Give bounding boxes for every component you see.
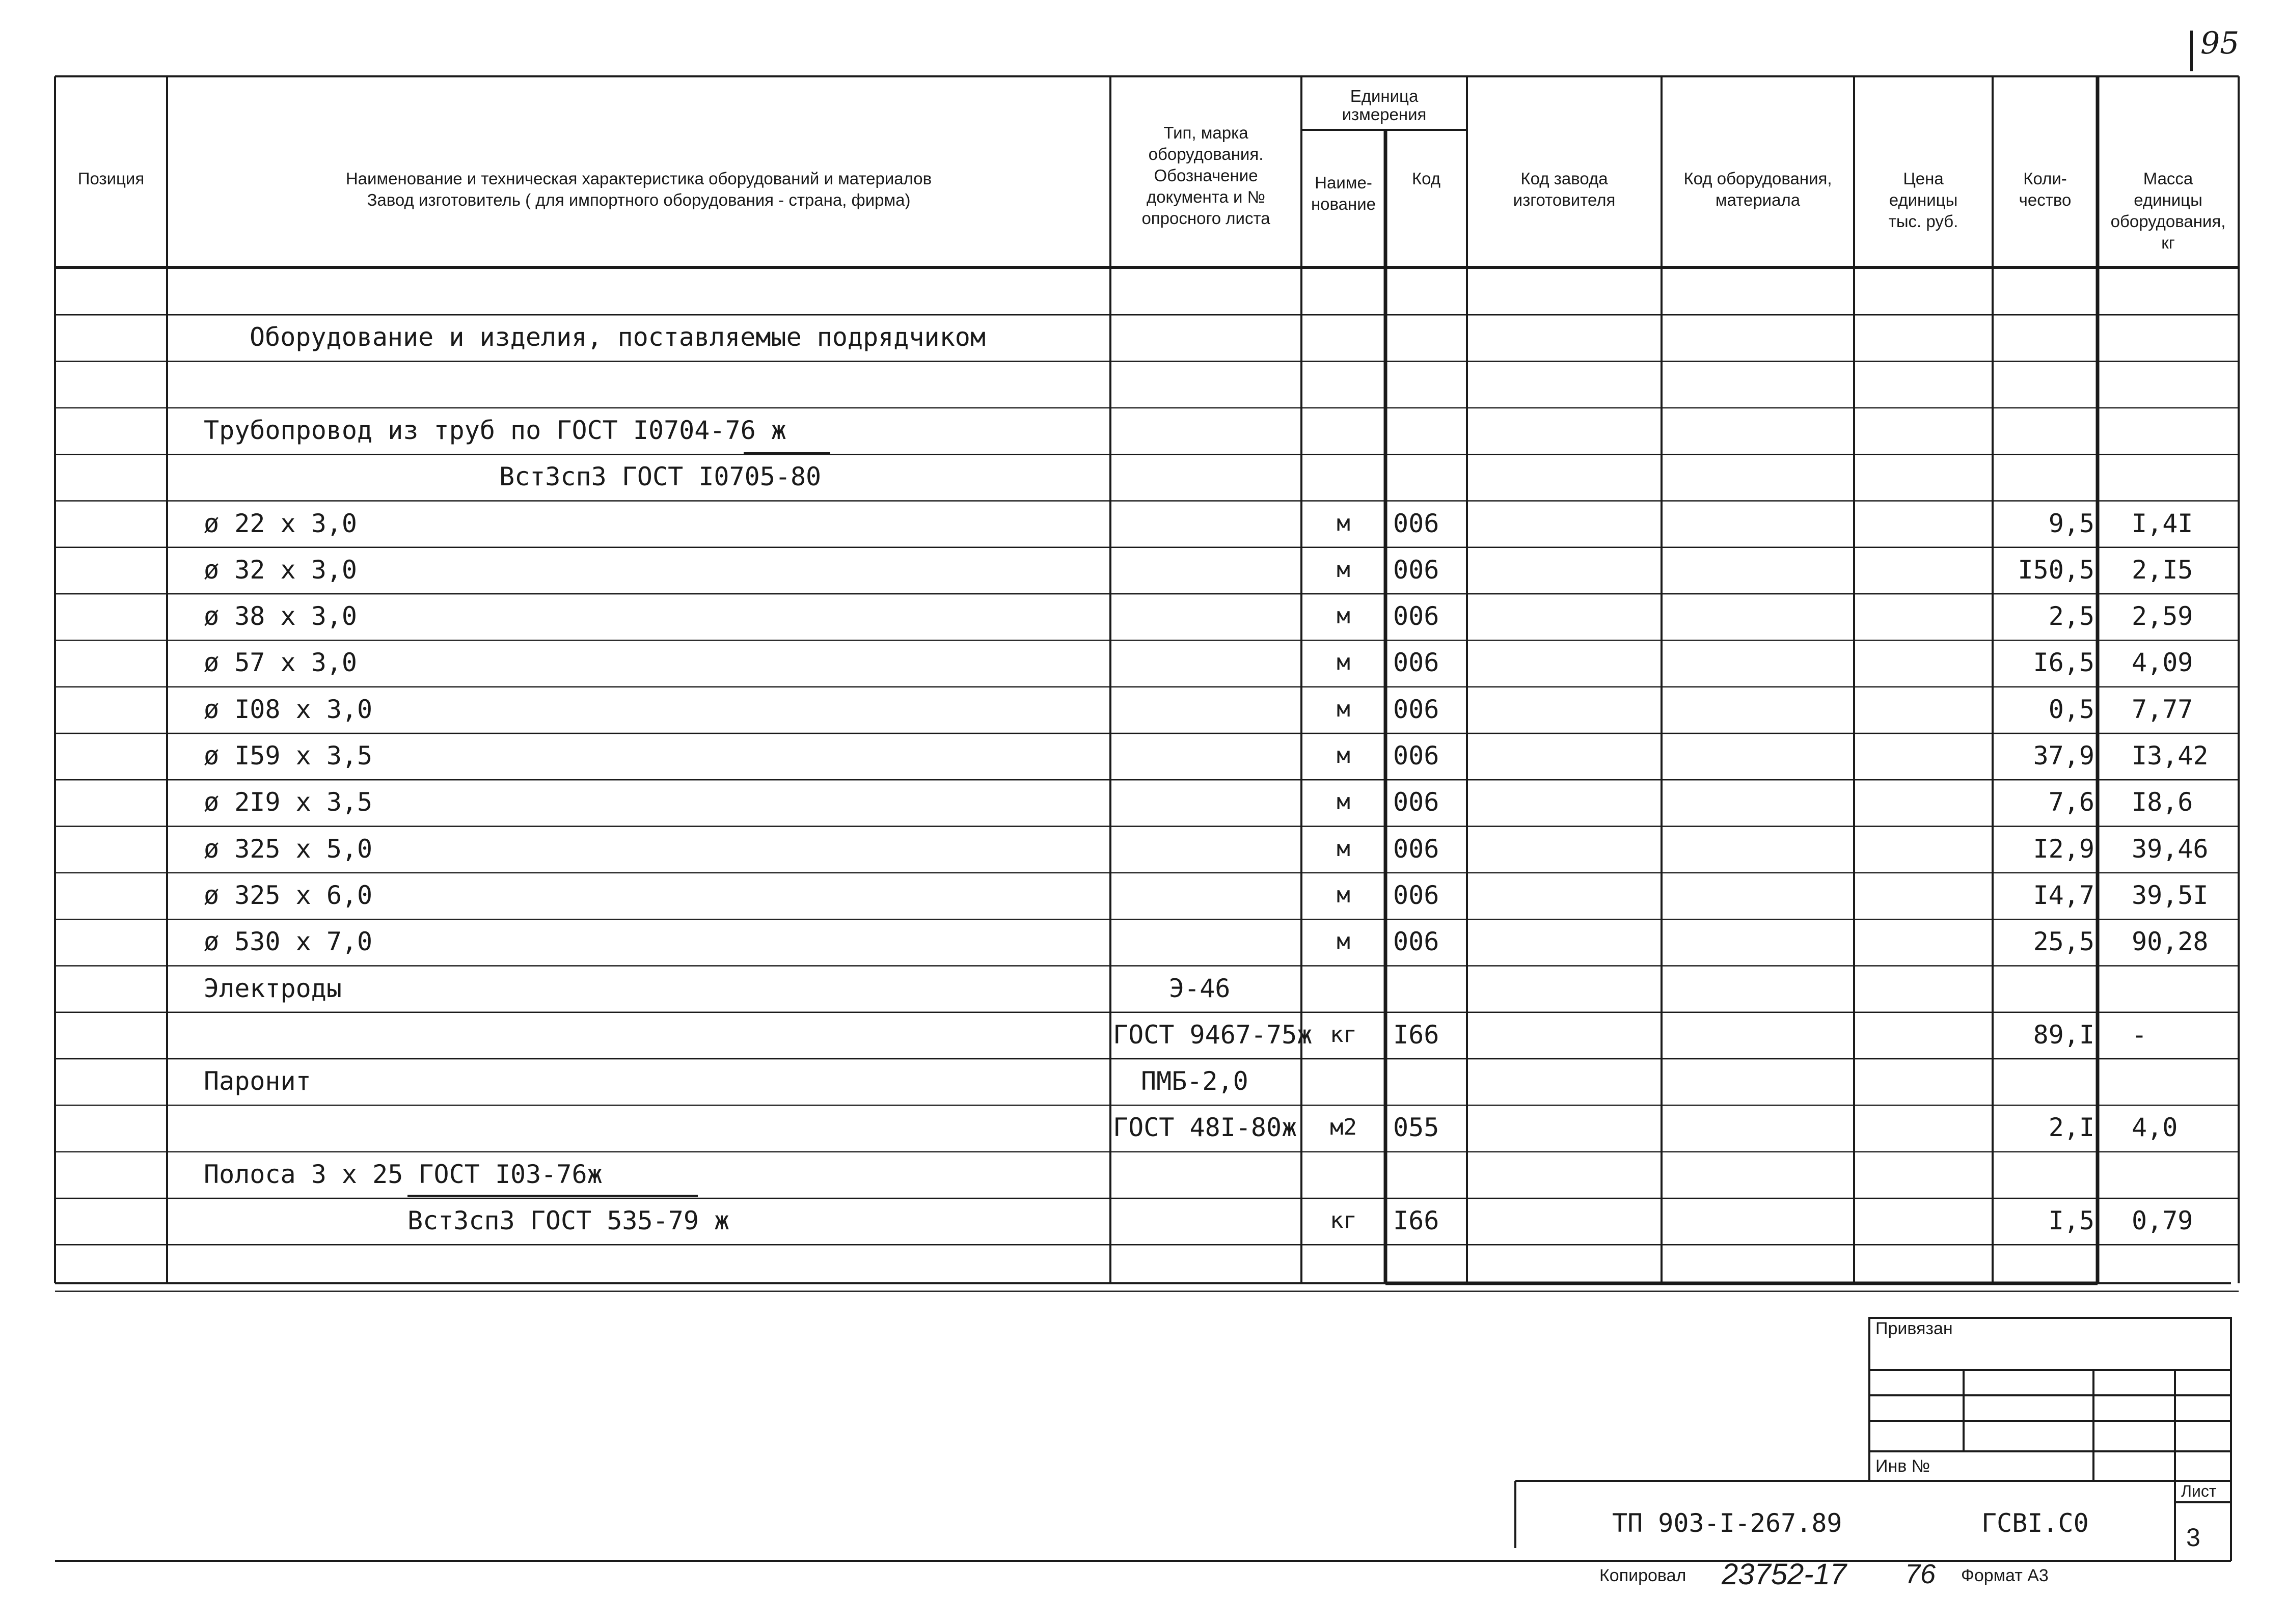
cell-code: 006 — [1393, 601, 1439, 631]
cell-qty: 2,I — [2048, 1113, 2094, 1143]
cell-code: 006 — [1393, 834, 1439, 864]
cell-code: 006 — [1393, 555, 1439, 585]
stamp-code: ГСВI.С0 — [1981, 1508, 2089, 1538]
cell-mass: 2,I5 — [2132, 555, 2193, 585]
cell-unit: м — [1337, 649, 1350, 676]
cell-qty: 89,I — [2033, 1020, 2094, 1050]
header-quantity: Коли- чество — [2019, 169, 2072, 209]
cell-type: ГОСТ 48I-80ж — [1113, 1113, 1297, 1143]
cell-unit: м — [1337, 789, 1350, 815]
cell-unit: м — [1337, 603, 1350, 629]
header-name-line1: Наименование и техническая характеристика оборудований и материалов — [345, 169, 932, 188]
cell-name: Трубопровод из труб по ГОСТ I0704-76 ж — [204, 415, 786, 445]
cell-code: 006 — [1393, 927, 1439, 957]
cell-mass: 39,46 — [2132, 834, 2209, 864]
cell-unit: кг — [1330, 1021, 1357, 1048]
cell-name: ø 38 х 3,0 — [204, 601, 358, 631]
header-unit-code: Код — [1411, 169, 1441, 188]
cell-name: ø I59 х 3,5 — [204, 741, 373, 770]
stamp-doc: ТП 903-I-267.89 — [1612, 1508, 1842, 1538]
cell-mass: 0,79 — [2132, 1206, 2193, 1235]
cell-name: ø 22 х 3,0 — [204, 508, 358, 538]
cell-mass: 7,77 — [2132, 694, 2193, 724]
cell-name: ВстЗсп3 ГОСТ 535-79 ж — [407, 1206, 730, 1235]
cell-code: 006 — [1393, 741, 1439, 770]
cell-qty: 0,5 — [2048, 694, 2094, 724]
cell-code: 006 — [1393, 648, 1439, 678]
stamp-attached: Привязан — [1875, 1319, 1953, 1338]
cell-name: ø I08 х 3,0 — [204, 694, 373, 724]
cell-name: Оборудование и изделия, поставляемые подрядчиком — [250, 322, 986, 352]
header-type: Тип, марка оборудования. Обозначение документа и № опросного листа — [1141, 123, 1270, 228]
stamp-inv: Инв № — [1875, 1456, 1930, 1476]
cell-name: ø 32 х 3,0 — [204, 555, 358, 585]
cell-name: ø 325 х 6,0 — [204, 880, 373, 910]
cell-mass: I8,6 — [2132, 787, 2193, 817]
header-unit-name: Наиме- нование — [1311, 173, 1376, 213]
cell-qty: 25,5 — [2033, 927, 2094, 957]
header-name-line2: Завод изготовитель ( для импортного оборудования - страна, фирма) — [367, 190, 911, 209]
header-unit-group: Единица измерения — [1342, 87, 1427, 124]
cell-mass: 39,5I — [2132, 880, 2209, 910]
cell-qty: I6,5 — [2033, 648, 2094, 678]
cell-unit: м — [1337, 556, 1350, 583]
cell-mass: I3,42 — [2132, 741, 2209, 770]
stamp-sheet: 3 — [2186, 1523, 2200, 1552]
footer-sub: 76 — [1905, 1559, 1936, 1589]
cell-qty: 2,5 — [2048, 601, 2094, 631]
cell-qty: 7,6 — [2048, 787, 2094, 817]
cell-code: 006 — [1393, 787, 1439, 817]
cell-name: Полоса 3 х 25 ГОСТ I03-76ж — [204, 1159, 603, 1189]
cell-qty: 9,5 — [2048, 508, 2094, 538]
cell-name: ø 325 х 5,0 — [204, 834, 373, 864]
cell-name: Паронит — [204, 1066, 311, 1096]
footer-number: 23752-17 — [1722, 1558, 1847, 1591]
footer-format: Формат А3 — [1961, 1566, 2049, 1585]
footer-copied: Копировал — [1599, 1566, 1686, 1585]
cell-unit: м — [1337, 510, 1350, 536]
cell-unit: м2 — [1330, 1114, 1357, 1141]
cell-qty: I,5 — [2048, 1206, 2094, 1235]
cell-unit: м — [1337, 742, 1350, 768]
cell-code: 055 — [1393, 1113, 1439, 1143]
cell-mass: - — [2132, 1020, 2147, 1050]
cell-type: ПМБ-2,0 — [1141, 1066, 1248, 1096]
page-number: 95 — [2200, 25, 2240, 61]
stamp-sheet-label: Лист — [2181, 1482, 2217, 1500]
header-factory-code: Код завода изготовителя — [1513, 169, 1616, 209]
header-mass: Масса единицы оборудования, кг — [2110, 169, 2226, 252]
header-position: Позиция — [77, 169, 145, 188]
cell-mass: 4,09 — [2132, 648, 2193, 678]
cell-type: ГОСТ 9467-75ж — [1113, 1020, 1313, 1050]
cell-code: 006 — [1393, 880, 1439, 910]
cell-name: ВстЗсп3 ГОСТ I0705-80 — [499, 462, 822, 492]
cell-mass: I,4I — [2132, 508, 2193, 538]
cell-code: I66 — [1393, 1020, 1439, 1050]
cell-name: Электроды — [204, 973, 342, 1003]
cell-qty: 37,9 — [2033, 741, 2094, 770]
cell-unit: кг — [1330, 1207, 1357, 1233]
cell-mass: 2,59 — [2132, 601, 2193, 631]
cell-qty: I2,9 — [2033, 834, 2094, 864]
cell-unit: м — [1337, 928, 1350, 955]
header-equipment-code: Код оборудования, материала — [1683, 169, 1832, 209]
cell-code: 006 — [1393, 508, 1439, 538]
cell-name: ø 2I9 х 3,5 — [204, 787, 373, 817]
cell-mass: 90,28 — [2132, 927, 2209, 957]
cell-name: ø 530 х 7,0 — [204, 927, 373, 957]
cell-type: Э-46 — [1169, 973, 1231, 1003]
cell-unit: м — [1337, 882, 1350, 908]
header-price: Цена единицы тыс. руб. — [1888, 169, 1958, 231]
cell-name: ø 57 х 3,0 — [204, 648, 358, 678]
cell-unit: м — [1337, 835, 1350, 862]
cell-unit: м — [1337, 696, 1350, 722]
cell-qty: I50,5 — [2018, 555, 2094, 585]
cell-code: 006 — [1393, 694, 1439, 724]
cell-code: I66 — [1393, 1206, 1439, 1235]
cell-mass: 4,0 — [2132, 1113, 2178, 1143]
cell-qty: I4,7 — [2033, 880, 2094, 910]
